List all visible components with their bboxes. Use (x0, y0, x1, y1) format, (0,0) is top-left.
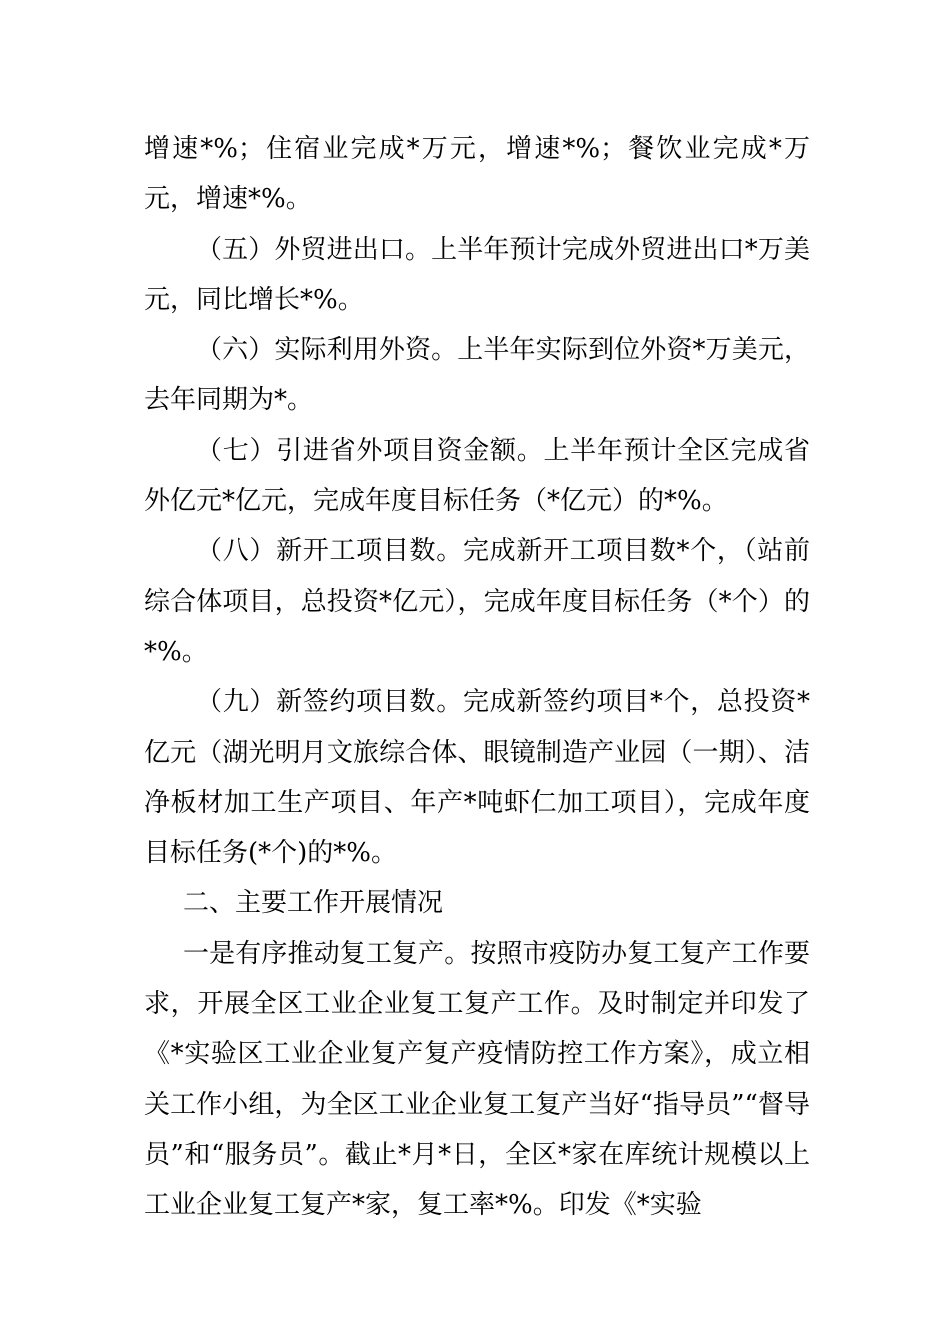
paragraph-signed-projects: （九）新签约项目数。完成新签约项目*个，总投资*亿元（湖光明月文旅综合体、眼镜制造产业园（一期）、洁净板材加工生产项目、年产*吨虾仁加工项目），完成年度目标任务(*个)的*%。 (144, 687, 810, 869)
paragraph-foreign-investment: （六）实际利用外资。上半年实际到位外资*万美元，去年同期为*。 (144, 335, 810, 416)
paragraph-foreign-trade: （五）外贸进出口。上半年预计完成外贸进出口*万美元，同比增长*%。 (144, 234, 810, 315)
document-body (144, 124, 810, 1231)
paragraph-resumption: 一是有序推动复工复产。按照市疫防办复工复产工作要求，开展全区工业企业复工复产工作。及时制定并印发了《*实验区工业企业复产复产疫情防控工作方案》，成立相关工作小组，为全区工业企业复工复产当好“指导员”“督导员”和“服务员”。截止*月*日，全区*家在库统计规模以上工业企业复工复产*家，复工率*%。印发《*实验 (144, 938, 810, 1221)
paragraph-external-capital: （七）引进省外项目资金额。上半年预计全区完成省外亿元*亿元，完成年度目标任务（*亿元）的*%。 (144, 435, 810, 517)
section-heading: 二、主要工作开展情况 (183, 888, 444, 919)
paragraph-continuation: 增速*%；住宿业完成*万元，增速*%；餐饮业完成*万元，增速*%。 (144, 134, 810, 215)
paragraph-new-projects: （八）新开工项目数。完成新开工项目数*个，（站前综合体项目，总投资*亿元），完成年度目标任务（*个）的*%。 (144, 536, 810, 667)
